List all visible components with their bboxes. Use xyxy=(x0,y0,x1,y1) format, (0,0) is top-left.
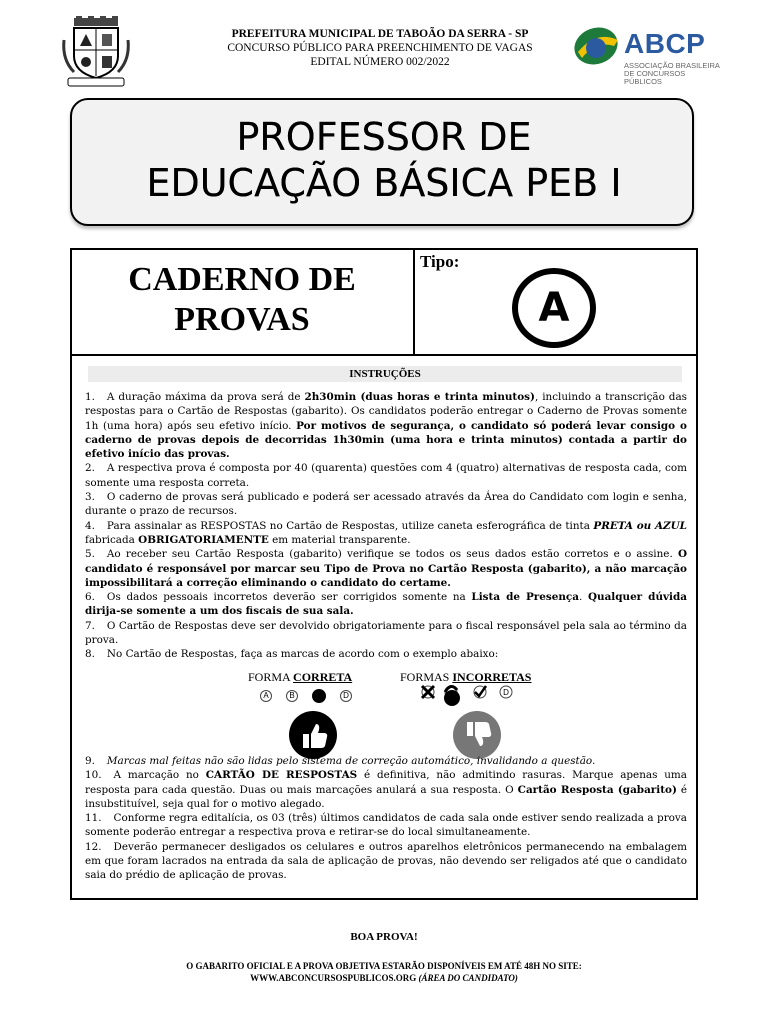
tipo-label: Tipo: xyxy=(420,252,460,271)
caderno-title xyxy=(72,260,412,340)
item-bold: Cartão Resposta (gabarito) xyxy=(517,783,677,796)
item-number: 8. xyxy=(85,648,95,661)
answer-key-notice xyxy=(0,960,768,984)
item-number: 2. xyxy=(85,462,95,475)
item-number: 3. xyxy=(85,491,95,504)
instruction-item-10 xyxy=(85,768,687,811)
item-text: Deverão permanecer desligados os celulares e outros aparelhos eletrônicos permanecendo na embalagem em que foram lacrados na entrada da sala de aplicação de provas, não devendo ser religados até que o candidato saia do prédio de aplicação de provas. xyxy=(85,840,687,882)
item-text: O Cartão de Respostas deve ser devolvido obrigatoriamente para o fiscal responsável pela sala ao término da prova. xyxy=(85,619,687,647)
svg-text:D: D xyxy=(503,688,509,697)
exam-booklet-box xyxy=(70,248,698,900)
label-emphasis: CORRETA xyxy=(293,670,353,684)
item-text: Os dados pessoais incorretos deverão ser corrigidos somente na xyxy=(106,591,472,604)
abcp-logo-subtitle: ASSOCIAÇÃO BRASILEIRA DE CONCURSOS PÚBLICOS xyxy=(624,61,720,86)
label-prefix: FORMAS xyxy=(400,670,453,684)
item-text: fabricada xyxy=(85,533,139,546)
abcp-logo-name: ABCP xyxy=(624,28,706,59)
answer-bubble-filled xyxy=(312,689,326,703)
thumbs-down-icon xyxy=(452,710,502,760)
item-text: A marcação no xyxy=(113,769,206,782)
caderno-line-2: PROVAS xyxy=(174,301,310,338)
instruction-item-2 xyxy=(85,461,687,490)
item-text: , incluindo a transcrição das respostas para o Cartão de Respostas (gabarito). Os candidatos poderão entregar o Caderno de Provas somente 1h (uma hora) após seu efetivo início. xyxy=(85,391,687,432)
header-line-3: EDITAL NÚMERO 002/2022 xyxy=(310,56,450,68)
instruction-item-5 xyxy=(85,547,687,590)
item-bold: Qualquer dúvida dirija-se somente a um dos fiscais de sua sala. xyxy=(85,591,687,618)
item-text: No Cartão de Respostas, faça as marcas de acordo com o exemplo abaixo: xyxy=(106,648,499,661)
item-bold: 2h30min (duas horas e trinta minutos) xyxy=(304,391,535,403)
item-number: 10. xyxy=(85,769,102,782)
site-area: (ÁREA DO CANDIDATO) xyxy=(418,973,518,983)
title-box xyxy=(70,98,694,226)
instruction-item-7 xyxy=(85,619,687,648)
item-bold-italic: PRETA ou AZUL xyxy=(593,519,687,532)
instruction-item-1 xyxy=(85,390,687,461)
item-text: Conforme regra editalícia, os 03 (três) últimos candidatos de cada sala onde estiver sendo realizada a prova somente poderão entregar a respectiva prova e retirar-se do local simultaneamente. xyxy=(85,812,687,839)
item-italic: Marcas mal feitas não são lidas pelo sistema de correção automático, invalidando a questão. xyxy=(106,755,596,767)
label-prefix: FORMA xyxy=(248,670,294,684)
answer-key-line-1: O GABARITO OFICIAL E A PROVA OBJETIVA ESTARÃO DISPONÍVEIS EM ATÉ 48H NO SITE: xyxy=(186,961,582,971)
header-line-1: PREFEITURA MUNICIPAL DE TABOÃO DA SERRA - SP xyxy=(231,28,529,40)
item-text: Para assinalar as RESPOSTAS no Cartão de Respostas, utilize caneta esferográfica de tinta xyxy=(106,519,594,532)
instruction-item-9 xyxy=(85,754,687,768)
booklet-header-row xyxy=(72,250,696,356)
site-link[interactable]: WWW.ABCONCURSOSPUBLICOS.ORG xyxy=(250,973,417,983)
instruction-item-4 xyxy=(85,519,687,548)
instruction-item-8 xyxy=(85,647,687,661)
instructions-block-2 xyxy=(85,754,687,883)
header-line-2: CONCURSO PÚBLICO PARA PREENCHIMENTO DE VAGAS xyxy=(227,42,533,54)
item-bold: Lista de Presença xyxy=(471,591,579,604)
label-emphasis: INCORRETAS xyxy=(452,670,532,684)
instruction-item-6 xyxy=(85,590,687,619)
item-number: 5. xyxy=(85,548,95,561)
item-text: . xyxy=(578,591,588,604)
incorrect-marks-icon xyxy=(414,682,518,706)
title-line-1: PROFESSOR DE xyxy=(236,115,532,159)
item-number: 7. xyxy=(85,619,95,632)
answer-bubble-a: A xyxy=(260,690,272,702)
title-line-2: EDUCAÇÃO BÁSICA PEB I xyxy=(146,161,622,205)
answer-key-line-2 xyxy=(0,972,768,984)
document-header xyxy=(160,27,600,69)
good-luck-message: BOA PROVA! xyxy=(350,931,418,943)
instruction-item-3 xyxy=(85,490,687,519)
vertical-divider xyxy=(413,250,415,354)
item-number: 1. xyxy=(85,391,95,403)
item-number: 12. xyxy=(85,840,102,853)
caderno-line-1: CADERNO DE xyxy=(128,261,356,298)
item-text: em material transparente. xyxy=(268,533,411,546)
item-text: O caderno de provas será publicado e poderá ser acessado através da Área do Candidato com login e senha, durante o prazo de recursos. xyxy=(85,491,687,518)
item-text: A duração máxima da prova será de xyxy=(106,391,305,403)
instruction-item-12 xyxy=(85,840,687,883)
municipal-coat-of-arms-icon xyxy=(60,16,132,88)
instructions-block-1 xyxy=(85,390,687,662)
item-number: 4. xyxy=(85,519,95,532)
item-bold: O candidato é responsável por marcar seu Tipo de Prova no Cartão Resposta (gabarito), a não marcação impossibilitará a correção eliminando o candidato do certame. xyxy=(85,548,687,589)
item-number: 11. xyxy=(85,812,102,825)
item-text: Ao receber seu Cartão Resposta (gabarito) verifique se todos os seus dados estão corretos e o assine. xyxy=(106,548,678,561)
item-text: é insubstituível, seja qual for o motivo alegado. xyxy=(85,783,688,810)
page-title xyxy=(72,114,696,206)
item-number: 6. xyxy=(85,591,95,604)
answer-bubble-d: D xyxy=(340,690,352,702)
item-bold: Por motivos de segurança, o candidato só poderá levar consigo o caderno de provas depois de decorridas 1h30min (uma hora e trinta minutos) contada a partir do efetivo início das provas. xyxy=(85,419,687,461)
item-text: é definitiva, não admitindo rasuras. Marque apenas uma resposta para cada questão. Duas ou mais marcações anulará a sua resposta. O xyxy=(85,769,687,796)
item-text: A respectiva prova é composta por 40 (quarenta) questões com 4 (quatro) alternativas de resposta cada, com somente uma resposta correta. xyxy=(85,462,687,489)
correct-form-label xyxy=(248,670,352,685)
instructions-heading: INSTRUÇÕES xyxy=(88,366,682,382)
item-number: 9. xyxy=(85,755,95,767)
thumbs-up-icon xyxy=(288,710,338,760)
answer-bubble-b: B xyxy=(286,690,298,702)
item-bold: CARTÃO DE RESPOSTAS xyxy=(205,769,358,782)
tipo-badge: A xyxy=(512,268,596,348)
instruction-item-11 xyxy=(85,811,687,840)
item-bold: OBRIGATORIAMENTE xyxy=(138,533,269,546)
